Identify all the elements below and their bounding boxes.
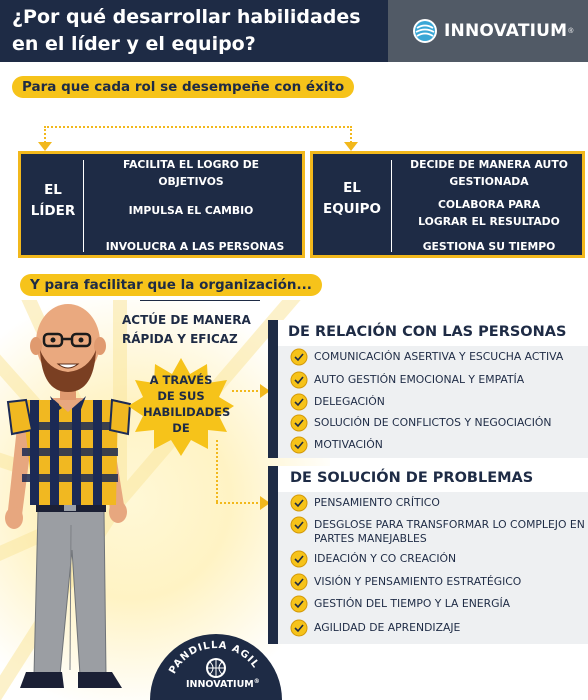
- panel-relation-title: DE RELACIÓN CON LAS PERSONAS: [288, 324, 567, 340]
- skill-label: COMUNICACIÓN ASERTIVA Y ESCUCHA ACTIVA: [314, 350, 564, 363]
- skill-label: IDEACIÓN Y CO CREACIÓN: [314, 552, 457, 565]
- skill-label-line: DESGLOSE PARA TRANSFORMAR LO COMPLEJO EN: [314, 518, 585, 531]
- leader-item-line: OBJETIVOS: [158, 175, 224, 188]
- check-circle-icon: [290, 494, 308, 512]
- starburst-line: HABILIDADES: [143, 405, 231, 419]
- action-line-1: ACTÚE DE MANERA: [122, 313, 251, 327]
- connector-to-problems: [216, 502, 262, 504]
- team-item-line: GESTIONADA: [449, 175, 529, 188]
- leader-title-line1: EL: [44, 182, 62, 198]
- skill-label: DELEGACIÓN: [314, 395, 385, 408]
- leader-item-change: IMPULSA EL CAMBIO: [128, 204, 254, 217]
- basketball-icon: [206, 658, 226, 678]
- badge-brand-text: INNOVATIUM: [186, 679, 254, 691]
- leader-item-line: FACILITA EL LOGRO DE: [122, 158, 260, 171]
- starburst-line: DE: [172, 421, 190, 435]
- check-circle-icon: [290, 516, 308, 534]
- skill-label: MOTIVACIÓN: [314, 438, 383, 451]
- skill-label: AGILIDAD DE APRENDIZAJE: [314, 621, 461, 634]
- action-line-2: RÁPIDA Y EFICAZ: [122, 332, 238, 346]
- check-circle-icon: [290, 573, 308, 591]
- check-circle-icon: [290, 619, 308, 637]
- check-circle-icon: [290, 371, 308, 389]
- logo-registered-mark: ®: [568, 27, 574, 35]
- skill-label: GESTIÓN DEL TIEMPO Y LA ENERGÍA: [314, 597, 511, 610]
- panel-relation-bar: [268, 320, 278, 458]
- skill-label-line: PARTES MANEJABLES: [314, 532, 427, 545]
- check-circle-icon: [290, 393, 308, 411]
- skill-label: SOLUCIÓN DE CONFLICTOS Y NEGOCIACIÓN: [314, 416, 552, 429]
- check-circle-icon: [290, 550, 308, 568]
- starburst-line: DE SUS: [157, 389, 205, 403]
- skill-item: [290, 373, 524, 389]
- leader-item-people: INVOLUCRA A LAS PERSONAS: [105, 240, 285, 253]
- check-circle-icon: [290, 595, 308, 613]
- team-item-time: GESTIONA SU TIEMPO: [422, 240, 556, 253]
- leader-title: [27, 180, 79, 222]
- pill-success-roles: Para que cada rol se desempeñe con éxito: [12, 76, 354, 98]
- header-banner: [0, 0, 588, 62]
- skill-item: [290, 496, 440, 512]
- team-title-line1: EL: [343, 180, 361, 196]
- team-box: [310, 151, 585, 258]
- connector-down: [216, 440, 218, 502]
- skill-item: [290, 416, 551, 432]
- team-title-line2: EQUIPO: [322, 201, 382, 217]
- team-title: [317, 178, 387, 220]
- pill-organization: Y para facilitar que la organización...: [20, 274, 322, 296]
- logo-text: INNOVATIUM: [444, 21, 568, 41]
- innovatium-logo-icon: [412, 18, 438, 44]
- skill-label: PENSAMIENTO CRÍTICO: [314, 496, 440, 509]
- team-item-line: COLABORA PARA: [437, 198, 541, 211]
- panel-relation: [268, 320, 588, 458]
- team-item-line: LOGRAR EL RESULTADO: [418, 215, 560, 228]
- leader-item-goals: [91, 156, 291, 190]
- team-item-collaborate: [397, 196, 581, 230]
- skill-item: [290, 552, 456, 568]
- starburst-text: [143, 372, 231, 436]
- leader-box: [18, 151, 305, 258]
- team-item-line: DECIDE DE MANERA AUTO: [410, 158, 568, 171]
- panel-problems: [268, 466, 588, 644]
- skill-item: [290, 350, 563, 366]
- skill-item: [290, 438, 383, 454]
- skill-item: [290, 518, 585, 546]
- badge-brand-reg: ®: [253, 678, 260, 685]
- leader-title-line2: LÍDER: [30, 203, 76, 219]
- team-divider: [391, 160, 392, 252]
- check-circle-icon: [290, 436, 308, 454]
- panel-problems-title: DE SOLUCIÓN DE PROBLEMAS: [290, 470, 534, 486]
- badge-brand: [186, 678, 260, 690]
- connector-to-relation: [232, 390, 262, 392]
- skill-item: [290, 621, 460, 637]
- skill-label: VISIÓN Y PENSAMIENTO ESTRATÉGICO: [314, 575, 522, 588]
- check-circle-icon: [290, 348, 308, 366]
- check-circle-icon: [290, 414, 308, 432]
- skill-item: [290, 597, 510, 613]
- skill-label: AUTO GESTIÓN EMOCIONAL Y EMPATÍA: [314, 373, 525, 386]
- skill-item: [290, 575, 521, 591]
- panel-problems-bar: [268, 466, 278, 644]
- logo-box: [388, 0, 588, 62]
- starburst-line: A TRAVÉS: [149, 373, 213, 387]
- page-title: ¿Por qué desarrollar habilidades en el líder y el equipo?: [12, 6, 361, 55]
- skill-item: [290, 395, 385, 411]
- connector-horizontal: [44, 126, 352, 128]
- skill-label: [314, 518, 585, 546]
- badge-arc-text: PANDILLA AGIL: [167, 639, 262, 676]
- leader-divider: [83, 160, 84, 252]
- team-item-decide: [397, 156, 581, 190]
